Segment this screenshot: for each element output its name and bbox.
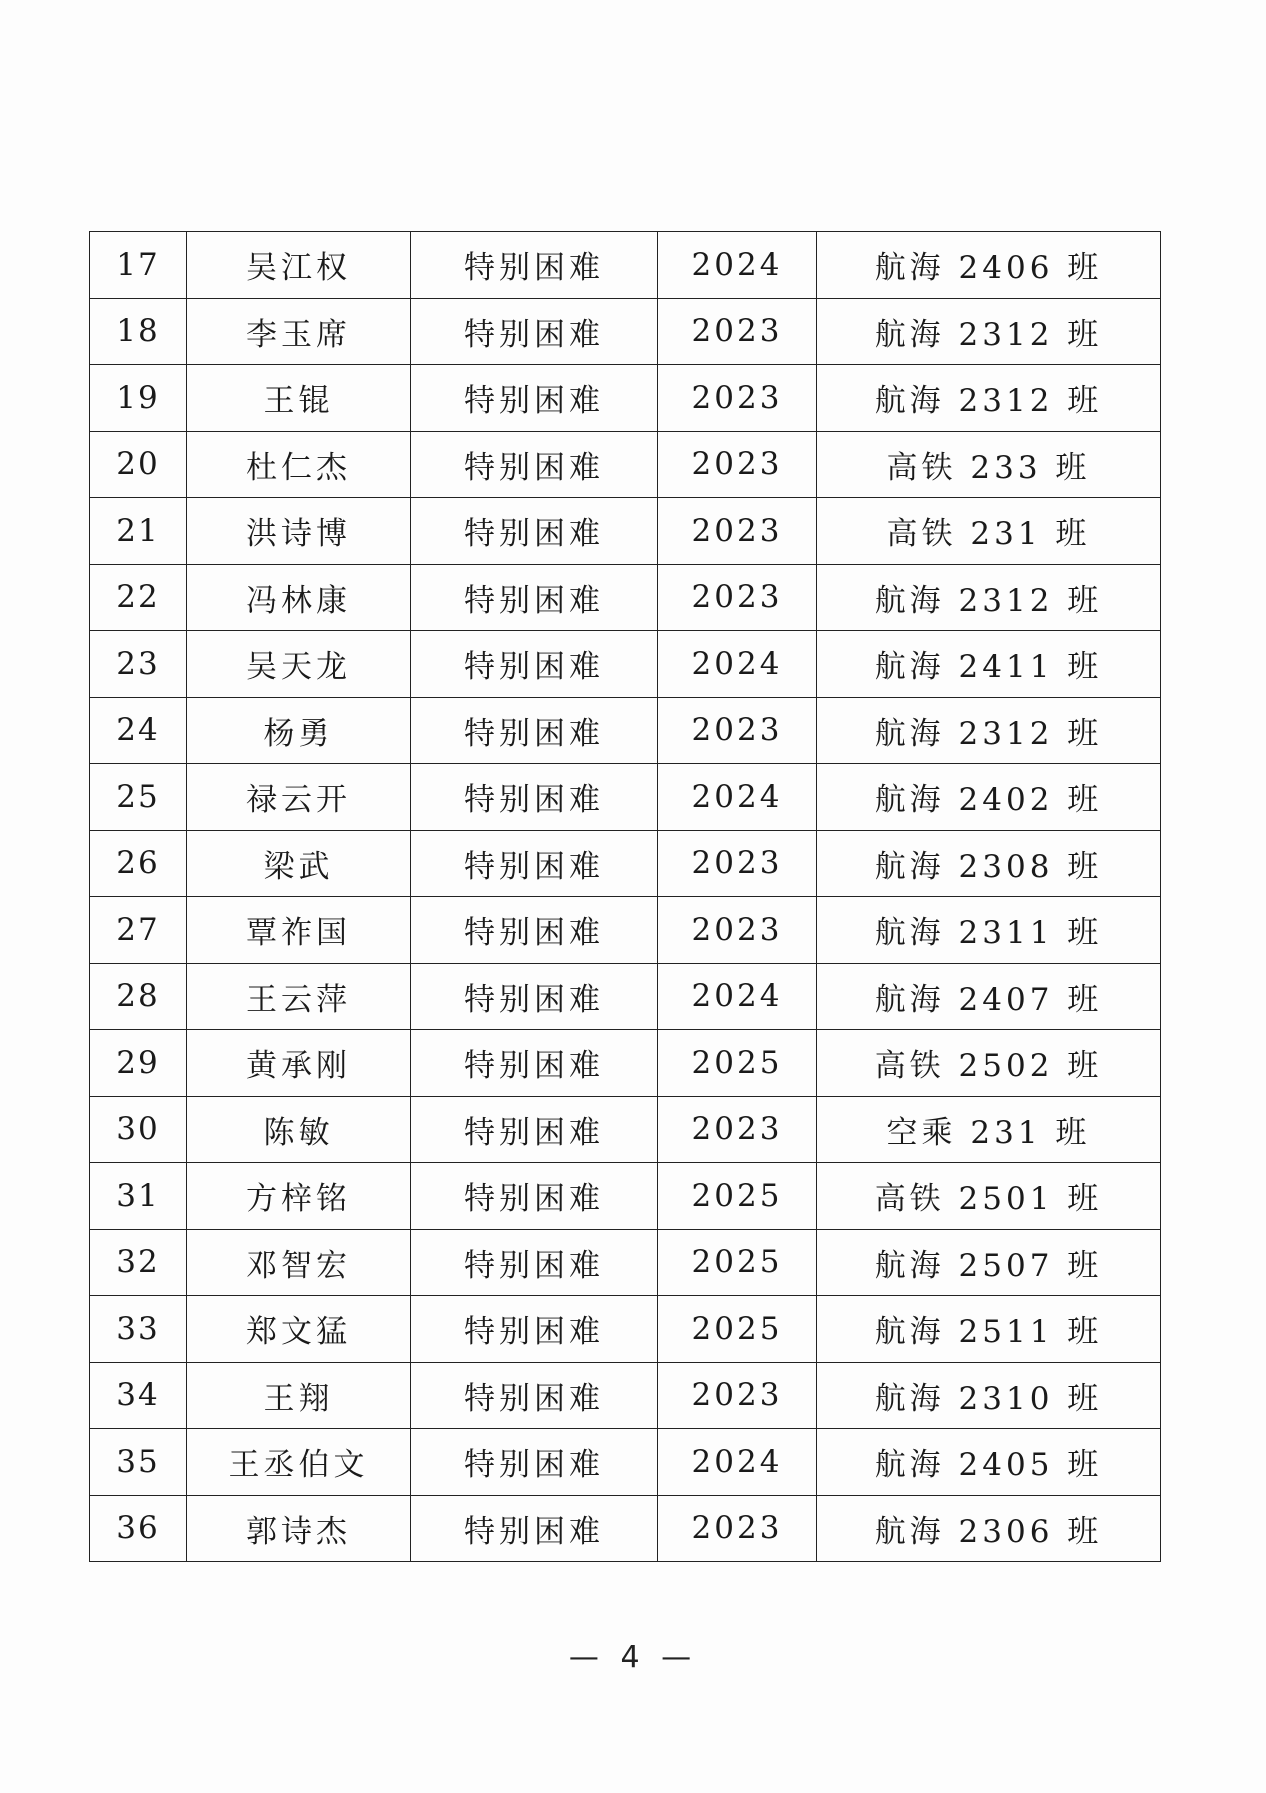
class-name-cell: 航海 2308 班 [817, 830, 1161, 897]
enrollment-year-cell: 2025 [658, 1163, 817, 1230]
difficulty-level-cell: 特别困难 [411, 963, 658, 1030]
table-row [90, 764, 1161, 831]
enrollment-year-cell: 2025 [658, 1296, 817, 1363]
difficulty-level-cell: 特别困难 [411, 232, 658, 299]
enrollment-year-cell: 2023 [658, 897, 817, 964]
table-row [90, 963, 1161, 1030]
class-name-cell: 航海 2402 班 [817, 764, 1161, 831]
difficulty-level-cell: 特别困难 [411, 1362, 658, 1429]
table-row [90, 498, 1161, 565]
table-row [90, 897, 1161, 964]
enrollment-year-cell: 2024 [658, 232, 817, 299]
student-name-cell: 郭诗杰 [187, 1495, 411, 1562]
enrollment-year-cell: 2024 [658, 1429, 817, 1496]
enrollment-year-cell: 2024 [658, 963, 817, 1030]
class-name-cell: 航海 2310 班 [817, 1362, 1161, 1429]
row-number-cell: 27 [90, 897, 187, 964]
student-name-cell: 王云萍 [187, 963, 411, 1030]
student-name-cell: 郑文猛 [187, 1296, 411, 1363]
student-name-cell: 杜仁杰 [187, 431, 411, 498]
class-name-cell: 航海 2312 班 [817, 298, 1161, 365]
row-number-cell: 19 [90, 365, 187, 432]
enrollment-year-cell: 2023 [658, 1096, 817, 1163]
enrollment-year-cell: 2025 [658, 1030, 817, 1097]
table-row [90, 1495, 1161, 1562]
difficulty-level-cell: 特别困难 [411, 1163, 658, 1230]
row-number-cell: 36 [90, 1495, 187, 1562]
table-row [90, 564, 1161, 631]
difficulty-level-cell: 特别困难 [411, 1229, 658, 1296]
enrollment-year-cell: 2023 [658, 365, 817, 432]
difficulty-level-cell: 特别困难 [411, 564, 658, 631]
table-row [90, 1362, 1161, 1429]
student-name-cell: 李玉席 [187, 298, 411, 365]
class-name-cell: 航海 2312 班 [817, 697, 1161, 764]
difficulty-level-cell: 特别困难 [411, 365, 658, 432]
difficulty-level-cell: 特别困难 [411, 1296, 658, 1363]
class-name-cell: 高铁 2501 班 [817, 1163, 1161, 1230]
table-row [90, 232, 1161, 299]
student-name-cell: 王锟 [187, 365, 411, 432]
table-row [90, 697, 1161, 764]
student-name-cell: 王翔 [187, 1362, 411, 1429]
class-name-cell: 航海 2407 班 [817, 963, 1161, 1030]
difficulty-level-cell: 特别困难 [411, 431, 658, 498]
difficulty-level-cell: 特别困难 [411, 1096, 658, 1163]
row-number-cell: 22 [90, 564, 187, 631]
roster-table-body [90, 232, 1161, 1562]
table-row [90, 431, 1161, 498]
difficulty-level-cell: 特别困难 [411, 498, 658, 565]
student-name-cell: 冯林康 [187, 564, 411, 631]
enrollment-year-cell: 2023 [658, 564, 817, 631]
student-roster-table [89, 231, 1161, 1562]
student-name-cell: 杨勇 [187, 697, 411, 764]
row-number-cell: 24 [90, 697, 187, 764]
enrollment-year-cell: 2023 [658, 498, 817, 565]
enrollment-year-cell: 2023 [658, 1362, 817, 1429]
row-number-cell: 34 [90, 1362, 187, 1429]
table-row [90, 1429, 1161, 1496]
difficulty-level-cell: 特别困难 [411, 830, 658, 897]
difficulty-level-cell: 特别困难 [411, 298, 658, 365]
enrollment-year-cell: 2023 [658, 830, 817, 897]
student-name-cell: 吴江权 [187, 232, 411, 299]
table-row [90, 1030, 1161, 1097]
class-name-cell: 高铁 231 班 [817, 498, 1161, 565]
difficulty-level-cell: 特别困难 [411, 1030, 658, 1097]
class-name-cell: 航海 2306 班 [817, 1495, 1161, 1562]
class-name-cell: 航海 2311 班 [817, 897, 1161, 964]
row-number-cell: 32 [90, 1229, 187, 1296]
row-number-cell: 26 [90, 830, 187, 897]
row-number-cell: 23 [90, 631, 187, 698]
student-name-cell: 陈敏 [187, 1096, 411, 1163]
page-number: — 4 — [568, 1640, 698, 1675]
row-number-cell: 30 [90, 1096, 187, 1163]
enrollment-year-cell: 2023 [658, 298, 817, 365]
difficulty-level-cell: 特别困难 [411, 631, 658, 698]
table-row [90, 298, 1161, 365]
difficulty-level-cell: 特别困难 [411, 697, 658, 764]
class-name-cell: 航海 2405 班 [817, 1429, 1161, 1496]
table-row [90, 1096, 1161, 1163]
class-name-cell: 航海 2411 班 [817, 631, 1161, 698]
row-number-cell: 17 [90, 232, 187, 299]
row-number-cell: 33 [90, 1296, 187, 1363]
student-name-cell: 方梓铭 [187, 1163, 411, 1230]
row-number-cell: 25 [90, 764, 187, 831]
class-name-cell: 航海 2507 班 [817, 1229, 1161, 1296]
student-name-cell: 禄云开 [187, 764, 411, 831]
enrollment-year-cell: 2023 [658, 1495, 817, 1562]
row-number-cell: 20 [90, 431, 187, 498]
row-number-cell: 29 [90, 1030, 187, 1097]
class-name-cell: 高铁 2502 班 [817, 1030, 1161, 1097]
table-row [90, 1163, 1161, 1230]
table-row [90, 631, 1161, 698]
enrollment-year-cell: 2023 [658, 431, 817, 498]
class-name-cell: 航海 2312 班 [817, 365, 1161, 432]
class-name-cell: 航海 2406 班 [817, 232, 1161, 299]
difficulty-level-cell: 特别困难 [411, 1495, 658, 1562]
student-name-cell: 梁武 [187, 830, 411, 897]
table-row [90, 830, 1161, 897]
class-name-cell: 空乘 231 班 [817, 1096, 1161, 1163]
class-name-cell: 航海 2312 班 [817, 564, 1161, 631]
enrollment-year-cell: 2024 [658, 764, 817, 831]
difficulty-level-cell: 特别困难 [411, 897, 658, 964]
student-name-cell: 黄承刚 [187, 1030, 411, 1097]
enrollment-year-cell: 2023 [658, 697, 817, 764]
student-name-cell: 王丞伯文 [187, 1429, 411, 1496]
difficulty-level-cell: 特别困难 [411, 764, 658, 831]
class-name-cell: 航海 2511 班 [817, 1296, 1161, 1363]
row-number-cell: 21 [90, 498, 187, 565]
student-name-cell: 覃祚国 [187, 897, 411, 964]
enrollment-year-cell: 2024 [658, 631, 817, 698]
row-number-cell: 18 [90, 298, 187, 365]
row-number-cell: 28 [90, 963, 187, 1030]
student-name-cell: 吴天龙 [187, 631, 411, 698]
student-name-cell: 洪诗博 [187, 498, 411, 565]
student-name-cell: 邓智宏 [187, 1229, 411, 1296]
enrollment-year-cell: 2025 [658, 1229, 817, 1296]
table-row [90, 365, 1161, 432]
table-row [90, 1296, 1161, 1363]
class-name-cell: 高铁 233 班 [817, 431, 1161, 498]
difficulty-level-cell: 特别困难 [411, 1429, 658, 1496]
table-row [90, 1229, 1161, 1296]
row-number-cell: 31 [90, 1163, 187, 1230]
row-number-cell: 35 [90, 1429, 187, 1496]
